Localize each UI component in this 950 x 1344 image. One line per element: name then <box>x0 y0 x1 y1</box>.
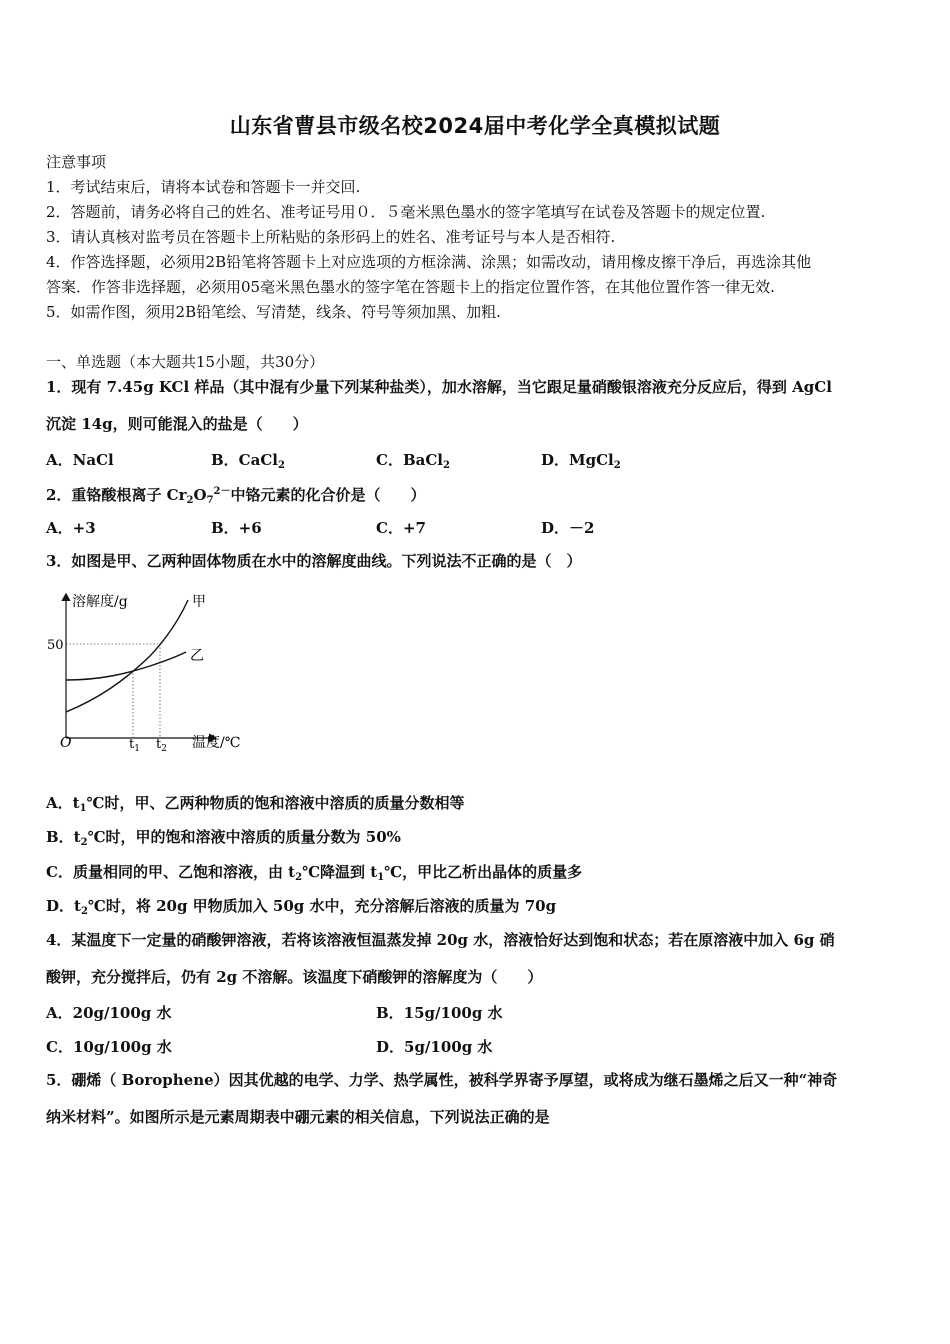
q2-option-a: A．+3 <box>46 519 96 537</box>
note-item: 2．答题前，请务必将自己的姓名、准考证号用０．５毫米黑色墨水的签字笔填写在试卷及答题卡的规定位置. <box>46 203 766 221</box>
q1-option-b: B．CaCl$_2$ <box>211 451 285 471</box>
page-title: 山东省曹县市级名校2024届中考化学全真模拟试题 <box>229 114 721 138</box>
note-item: 4．作答选择题，必须用2B铅笔将答题卡上对应选项的方框涂满、涂黑；如需改动，请用橡皮擦干净后，再选涂其他 <box>46 253 812 271</box>
q1-option-c: C．BaCl$_2$ <box>376 451 450 471</box>
note-item: 1．考试结束后，请将本试卷和答题卡一并交回. <box>46 178 361 196</box>
q1-option-a: A．NaCl <box>46 451 114 469</box>
origin-label: O <box>60 735 72 751</box>
q5-stem-line2: 纳米材料”。如图所示是元素周期表中硼元素的相关信息，下列说法正确的是 <box>46 1108 550 1126</box>
q1-option-d: D．MgCl$_2$ <box>541 451 621 471</box>
q5-stem-line1: 5．硼烯（ Borophene）因其优越的电学、力学、热学属性，被科学界寄予厚望，或将成为继石墨烯之后又一种“神奇 <box>46 1071 838 1089</box>
q4-stem-line1: 4．某温度下一定量的硝酸钾溶液，若将该溶液恒温蒸发掉 20g 水，溶液恰好达到饱和状态；若在原溶液中加入 6g 硝 <box>46 931 835 949</box>
q4-option-a: A．20g/100g 水 <box>46 1004 172 1022</box>
solubility-chart <box>40 588 270 758</box>
q3-option-d: D．$t_2℃$时，将 20g 甲物质加入 50g 水中，充分溶解后溶液的质量为 70g <box>46 897 557 917</box>
q2-option-b: B．+6 <box>211 519 262 537</box>
notes-heading: 注意事项 <box>46 153 107 171</box>
q3-option-c: C．质量相同的甲、乙饱和溶液，由 $t_2℃$降温到 $t_1℃$，甲比乙析出晶体的质量多 <box>46 863 583 883</box>
q1-stem-line1: 1．现有 7.45g KCl 样品（其中混有少量下列某种盐类），加水溶解，当它跟足量硝酸银溶液充分反应后，得到 AgCl <box>46 378 832 396</box>
t2-label: $t_2$ <box>156 737 167 754</box>
section-heading: 一、单选题（本大题共15小题，共30分） <box>46 353 325 371</box>
q2-option-d: D．－2 <box>541 519 595 537</box>
curve-jia-label: 甲 <box>192 594 206 610</box>
curve-jia <box>66 600 188 712</box>
q2-stem: 2．重铬酸根离子 $Cr_2O_7^{2-}$中铬元素的化合价是（ ） <box>46 486 426 506</box>
q3-option-b: B．$t_2℃$时，甲的饱和溶液中溶质的质量分数为 50% <box>46 828 401 848</box>
curve-yi-label: 乙 <box>190 648 204 664</box>
q2-option-c: C．+7 <box>376 519 426 537</box>
y-axis-label: 溶解度/g <box>72 594 128 610</box>
q4-stem-line2: 酸钾，充分搅拌后，仍有 2g 不溶解。该温度下硝酸钾的溶解度为（ ） <box>46 968 543 986</box>
note-item: 3．请认真核对监考员在答题卡上所粘贴的条形码上的姓名、准考证号与本人是否相符. <box>46 228 616 246</box>
x-axis-label: 温度/℃ <box>192 735 241 751</box>
q1-stem-line2: 沉淀 14g，则可能混入的盐是（ ） <box>46 415 308 433</box>
q3-option-a: A．$t_1℃$时，甲、乙两种物质的饱和溶液中溶质的质量分数相等 <box>46 794 465 814</box>
q3-stem: 3．如图是甲、乙两种固体物质在水中的溶解度曲线。下列说法不正确的是（ ） <box>46 552 582 570</box>
q4-option-c: C．10g/100g 水 <box>46 1038 172 1056</box>
y-tick-50: 50 <box>47 638 64 653</box>
note-item: 答案．作答非选择题，必须用05毫米黑色墨水的签字笔在答题卡上的指定位置作答，在其他位置作答一律无效. <box>46 278 775 296</box>
q4-option-b: B．15g/100g 水 <box>376 1004 503 1022</box>
q4-option-d: D．5g/100g 水 <box>376 1038 493 1056</box>
t1-label: $t_1$ <box>129 737 140 754</box>
note-item: 5．如需作图，须用2B铅笔绘、写清楚，线条、符号等须加黑、加粗. <box>46 303 501 321</box>
curve-yi <box>66 652 186 680</box>
